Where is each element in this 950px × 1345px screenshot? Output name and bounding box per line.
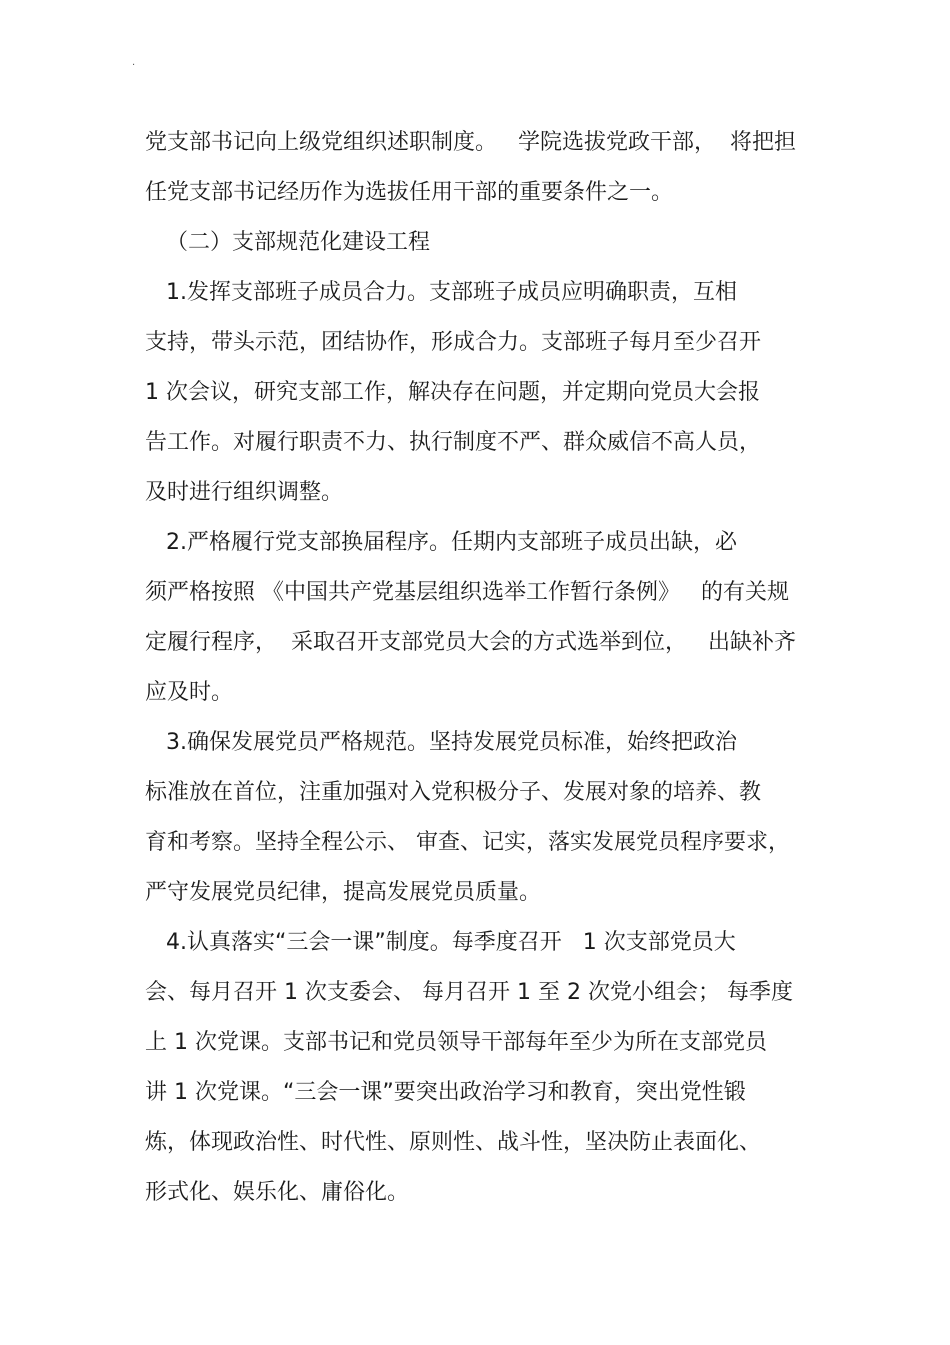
text-line: 上 1 次党课。支部书记和党员领导干部每年至少为所在支部党员	[145, 1030, 767, 1055]
text-line: 炼，体现政治性、时代性、原则性、战斗性，坚决防止表面化、	[145, 1130, 762, 1155]
text-line: 定履行程序， 采取召开支部党员大会的方式选举到位， 出缺补齐	[145, 630, 796, 655]
text-line: 标准放在首位，注重加强对入党积极分子、发展对象的培养、教	[145, 780, 762, 805]
text-line: 1 次会议，研究支部工作，解决存在问题，并定期向党员大会报	[145, 380, 760, 405]
text-line: 讲 1 次党课。“三会一课”要突出政治学习和教育，突出党性锻	[145, 1080, 746, 1105]
text-line: 支持，带头示范，团结协作，形成合力。支部班子每月至少召开	[145, 330, 762, 355]
section-heading: （二）支部规范化建设工程	[145, 230, 430, 255]
text-line: 任党支部书记经历作为选拔任用干部的重要条件之一。	[145, 180, 674, 205]
text-line: 应及时。	[145, 680, 234, 705]
text-line: 会、每月召开 1 次支委会、 每月召开 1 至 2 次党小组会； 每季度	[145, 980, 793, 1005]
text-line: 形式化、娱乐化、庸俗化。	[145, 1180, 410, 1205]
text-line: 告工作。对履行职责不力、执行制度不严、群众威信不高人员，	[145, 430, 762, 455]
text-line: 育和考察。坚持全程公示、 审查、记实，落实发展党员程序要求，	[145, 830, 790, 855]
text-line: 严守发展党员纪律，提高发展党员质量。	[145, 880, 542, 905]
text-line: 党支部书记向上级党组织述职制度。 学院选拔党政干部， 将把担	[145, 130, 796, 155]
text-line: 3.确保发展党员严格规范。坚持发展党员标准，始终把政治	[145, 730, 737, 755]
page-mark: ·	[132, 60, 136, 71]
text-line: 1.发挥支部班子成员合力。支部班子成员应明确职责，互相	[145, 280, 737, 305]
text-line: 2.严格履行党支部换届程序。任期内支部班子成员出缺，必	[145, 530, 737, 555]
text-line: 及时进行组织调整。	[145, 480, 344, 505]
text-line: 4.认真落实“三会一课”制度。每季度召开 1 次支部党员大	[145, 930, 736, 955]
text-line: 须严格按照 《中国共产党基层组织选举工作暂行条例》 的有关规	[145, 580, 789, 605]
